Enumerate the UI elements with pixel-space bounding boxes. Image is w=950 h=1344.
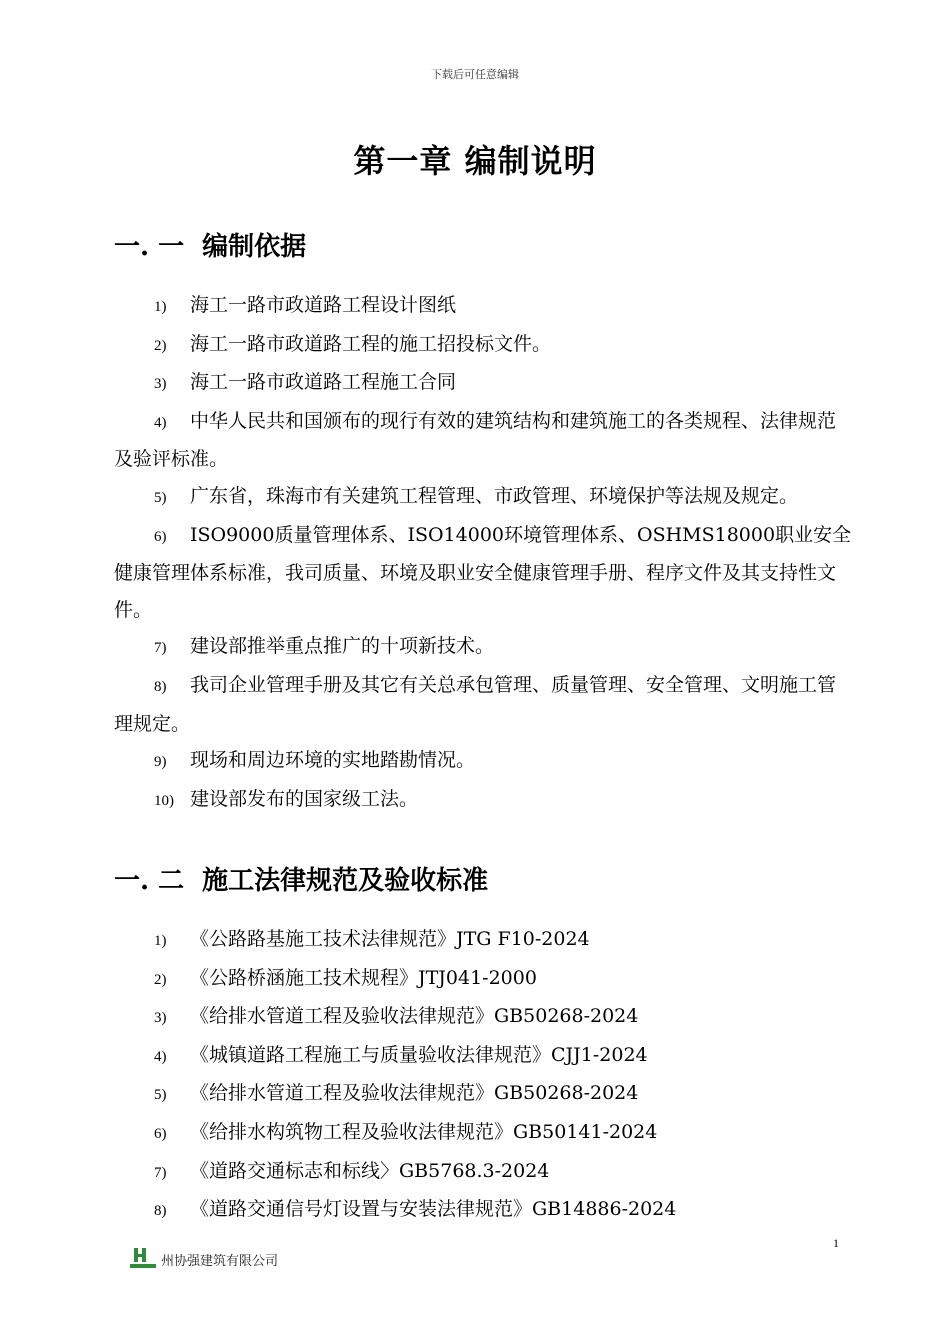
section-number: 一. 一	[114, 232, 185, 262]
list-item-index: 2)	[154, 971, 167, 988]
list-item-text: ISO9000质量管理体系、ISO14000环境管理体系、OSHMS18000职业安全健康管理体系标准，我司质量、环境及职业安全健康管理手册、程序文件及其支持性文件。	[114, 523, 852, 621]
list-item-text: 广东省，珠海市有关建筑工程管理、市政管理、环境保护等法规及规定。	[190, 484, 799, 507]
list-item-text: 中华人民共和国颁布的现行有效的建筑结构和建筑施工的各类规程、法律规范及验评标准。	[114, 409, 837, 471]
list-item-index: 1)	[154, 299, 167, 315]
list-item	[114, 403, 854, 478]
list-item-text: 海工一路市政道路工程设计图纸	[190, 294, 457, 316]
list-item-index: 5)	[154, 1087, 167, 1104]
standards-list	[114, 921, 854, 1230]
list-item-text: 《公路路基施工技术法律规范》JTG F10-2024	[190, 928, 590, 950]
list-item	[114, 364, 854, 403]
list-item-text: 建设部推举重点推广的十项新技术。	[190, 635, 495, 658]
list-item-index: 6)	[154, 528, 167, 545]
company-logo-icon	[128, 1246, 158, 1270]
list-item-index: 1)	[154, 933, 167, 949]
list-item	[114, 781, 854, 820]
list-item	[114, 1114, 854, 1153]
list-item	[114, 742, 854, 781]
list-item-text: 现场和周边环境的实地踏勘情况。	[190, 749, 476, 772]
section-title: 施工法律规范及验收标准	[202, 866, 489, 896]
basis-list	[114, 287, 854, 819]
list-item-text: 《给排水管道工程及验收法律规范》GB50268-2024	[190, 1082, 639, 1105]
list-item-text: 建设部发布的国家级工法。	[190, 787, 419, 810]
section-heading-standards	[114, 860, 488, 897]
list-item	[114, 628, 854, 667]
page-number: 1	[833, 1236, 839, 1250]
section-heading-basis	[114, 226, 306, 263]
list-item-index: 6)	[154, 1125, 167, 1142]
chapter-title: 第一章 编制说明	[353, 142, 597, 180]
list-item-index: 8)	[154, 678, 167, 695]
list-item-index: 2)	[154, 337, 167, 354]
list-item-index: 7)	[154, 1164, 167, 1181]
footer	[128, 1246, 278, 1270]
list-item-index: 5)	[154, 489, 167, 506]
list-item-text: 海工一路市政道路工程施工合同	[190, 371, 457, 394]
list-item	[114, 517, 854, 629]
list-item	[114, 921, 854, 960]
list-item-text: 海工一路市政道路工程的施工招投标文件。	[190, 332, 552, 355]
list-item-index: 4)	[154, 1048, 167, 1065]
list-item-text: 《公路桥涵施工技术规程》JTJ041-2000	[190, 966, 537, 989]
list-item-index: 8)	[154, 1203, 167, 1220]
list-item-text: 《城镇道路工程施工与质量验收法律规范》CJJ1-2024	[190, 1043, 648, 1066]
section-number: 一. 二	[114, 866, 185, 896]
company-name: 州协强建筑有限公司	[161, 1254, 279, 1269]
list-item-text: 《道路交通标志和标线〉GB5768.3-2024	[190, 1159, 550, 1182]
list-item	[114, 667, 854, 742]
list-item-index: 3)	[154, 1010, 167, 1027]
list-item-text: 《道路交通信号灯设置与安装法律规范》GB14886-2024	[190, 1198, 677, 1221]
section-title: 编制依据	[202, 232, 307, 262]
list-item	[114, 1153, 854, 1192]
list-item	[114, 326, 854, 365]
list-item-index: 10)	[154, 792, 174, 809]
list-item-index: 7)	[154, 640, 167, 657]
list-item-text: 《给排水管道工程及验收法律规范》GB50268-2024	[190, 1005, 639, 1028]
list-item	[114, 1191, 854, 1230]
list-item	[114, 1037, 854, 1076]
list-item-index: 9)	[154, 754, 167, 771]
list-item	[114, 960, 854, 999]
list-item-text: 我司企业管理手册及其它有关总承包管理、质量管理、安全管理、文明施工管理规定。	[114, 673, 837, 735]
list-item	[114, 1075, 854, 1114]
list-item-text: 《给排水构筑物工程及验收法律规范》GB50141-2024	[190, 1120, 658, 1143]
list-item-index: 4)	[154, 414, 167, 431]
header-note: 下载后可任意编辑	[431, 68, 519, 81]
list-item	[114, 998, 854, 1037]
list-item	[114, 478, 854, 517]
list-item-index: 3)	[154, 376, 167, 393]
list-item	[114, 287, 854, 326]
